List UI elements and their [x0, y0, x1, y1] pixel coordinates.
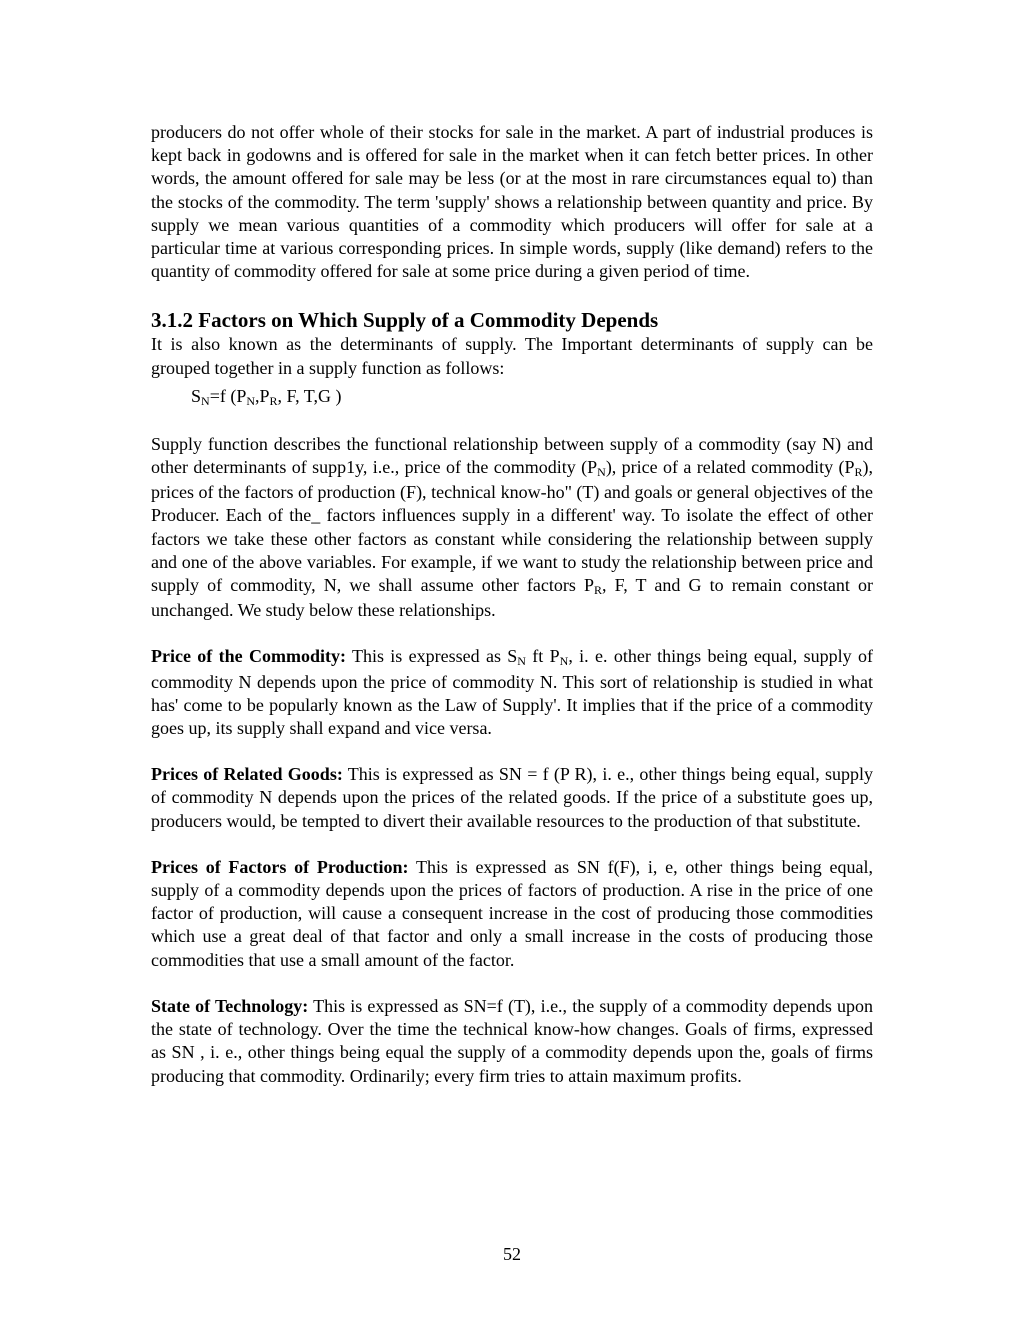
text-run: ft P	[525, 646, 560, 667]
text-run: This is expressed as SN=f (T), i.e., the supply of a commodity depends upon the state of technology. Over the time the technical know-how changes. Goals of firms, expressed as SN , i. e., other things being equal the supply of a commodity depends upon the, goals of firms producing that commodity. Ordinarily; every firm tries to attain maximum profits.	[151, 995, 873, 1086]
text-run: Supply function describes the functional relationship between supply of a commodity (say N) and other determinants of supp1y, i.e., price of the commodity (P	[151, 433, 873, 478]
text-run: This is expressed as SN = f (P R), i. e., other things being equal, supply of commodity N depends upon the prices of the related goods. If the price of a substitute goes up, producers would, be tempted to divert their available resources to the production of that substitute.	[151, 764, 873, 831]
subscript: R	[594, 583, 603, 598]
page-number: 52	[503, 1244, 521, 1264]
state-of-technology-paragraph	[151, 995, 873, 1088]
intro-paragraph: producers do not offer whole of their stocks for sale in the market. A part of industrial produces is kept back in godowns and is offered for sale in the market when it can fetch better prices. In other words, the amount offered for sale may be less (or at the most in rare circumstances equal to) than the stocks of the commodity. The term 'supply' shows a relationship between quantity and price. By supply we mean various quantities of a commodity which producers will offer for sale at a particular time at various corresponding prices. In simple words, supply (like demand) refers to the quantity of commodity offered for sale at some price during a given period of time.	[151, 122, 873, 282]
formula-subscript: R	[269, 393, 278, 408]
formula-subscript: N	[246, 393, 256, 408]
page-body	[151, 121, 873, 1088]
text-run: , i. e. other things being equal, supply of commodity N depends upon the price of commodity N. This sort of relationship is studied in what has' come to be popularly known as the Law of Supply'. It implies that if the price of a commodity goes up, its supply shall expand and vice versa.	[151, 646, 873, 739]
supply-function-paragraph	[151, 433, 873, 623]
subscript: N	[559, 654, 569, 669]
formula-subscript: N	[201, 393, 210, 408]
text-run: This is expressed as SN f(F), i, e, other things being equal, supply of a commodity depends upon the prices of factors of production. A rise in the price of one factor of production, will cause a consequent increase in the cost of producing those commodities which use a great deal of that factor and only a small increase in the costs of producing those commodities that use a small amount of the factor.	[151, 856, 873, 970]
paragraph-label: Prices of Factors of Production:	[151, 856, 409, 877]
formula-part: =f (P	[209, 385, 247, 406]
price-of-commodity-paragraph	[151, 645, 873, 740]
paragraph-label: Prices of Related Goods:	[151, 764, 343, 785]
formula-part: , F, T,G )	[277, 385, 342, 406]
subscript: N	[517, 654, 526, 669]
formula-part: S	[191, 385, 202, 406]
paragraph-label: Price of the Commodity:	[151, 646, 346, 667]
subscript: R	[854, 465, 863, 480]
factors-of-production-paragraph	[151, 856, 873, 972]
subscript: N	[597, 465, 606, 480]
supply-function-formula	[191, 385, 873, 410]
related-goods-paragraph	[151, 763, 873, 833]
section-heading: 3.1.2 Factors on Which Supply of a Commodity Depends	[151, 308, 659, 333]
formula-part: ,P	[255, 385, 270, 406]
paragraph-label: State of Technology:	[151, 995, 309, 1016]
text-run: , F, T and G to remain constant or unchanged. We study below these relationships.	[151, 575, 873, 621]
text-run: ), price of a related commodity (P	[605, 457, 855, 478]
text-run: ), prices of the factors of production (F), technical know-ho" (T) and goals or general objectives of the Producer. Each of the_ factors influences supply in a different' way. To isolate the effect of other factors we take these other factors as constant while considering the relationship between supply and one of the above variables. For example, if we want to study the relationship between price and supply of commodity, N, we shall assume other factors P	[151, 457, 874, 596]
section-intro: It is also known as the determinants of supply. The Important determinants of supply can be grouped together in a supply function as follows:	[151, 334, 873, 378]
text-run: This is expressed as S	[345, 646, 518, 667]
